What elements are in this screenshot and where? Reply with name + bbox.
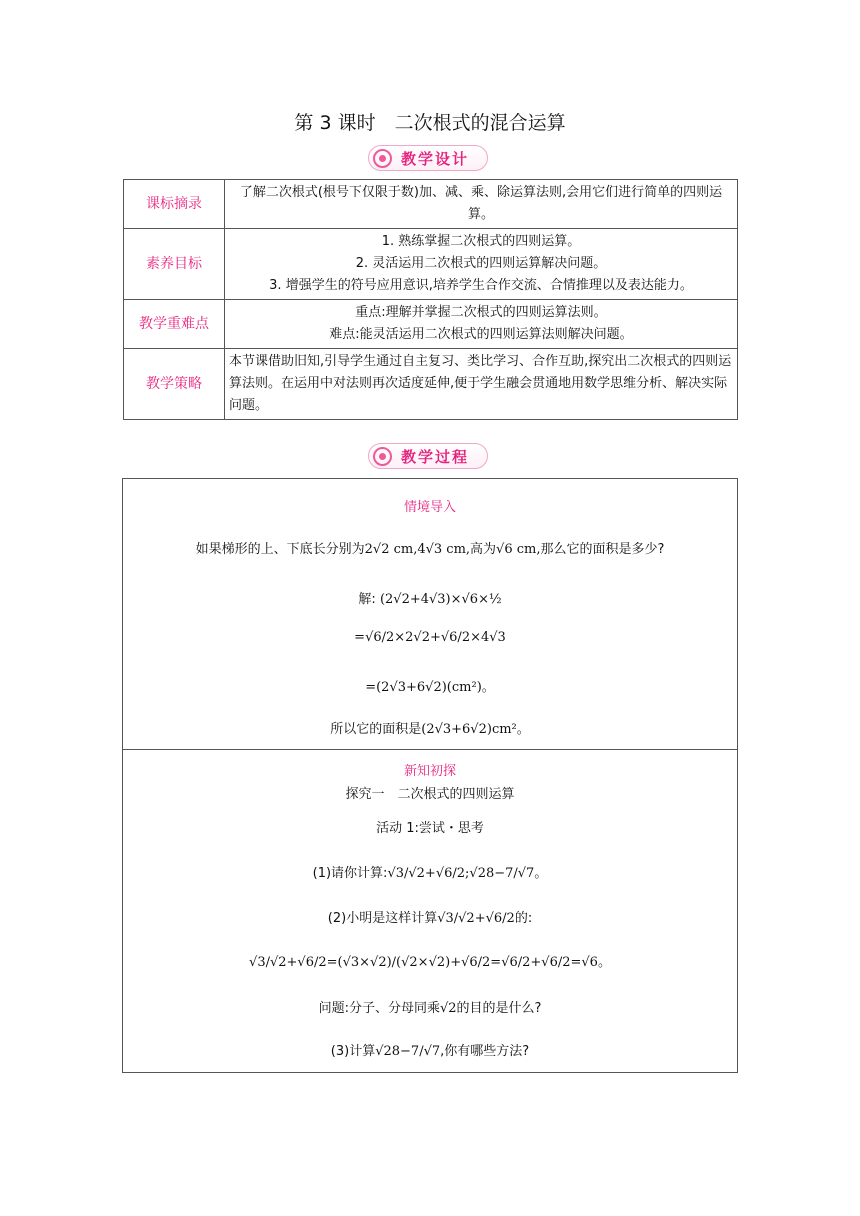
question-text: 的目的是什么? — [456, 1001, 542, 1016]
question-tail: ,你有哪些方法? — [440, 1044, 530, 1059]
row-label: 教学策略 — [124, 349, 225, 420]
question-math: √2 — [439, 1001, 457, 1016]
math-expression: √3/√2+√6/2;√28−7/√7。 — [387, 866, 548, 881]
solution-step-2: =√6/2×2√2+√6/2×4√3 — [354, 630, 506, 645]
question-2-work: √3/√2+√6/2=(√3×√2)/(√2×√2)+√6/2=√6/2+√6/2=√6。 — [249, 955, 611, 970]
row-content — [225, 229, 738, 300]
intro-conclusion — [0, 718, 860, 737]
solution-step-3: =(2√3+6√2)(cm²)。 — [365, 680, 495, 695]
question-math: 2√2 cm,4√3 cm,高为√6 cm, — [364, 542, 541, 557]
question-text: 如果梯形的上、下底长分别为 — [195, 542, 365, 557]
question-1 — [0, 862, 860, 881]
question-text: 问题:分子、分母同乘 — [318, 1001, 440, 1016]
table-row — [124, 229, 738, 300]
question-2 — [0, 907, 860, 926]
page-title: 第 3 课时 二次根式的混合运算 — [294, 112, 566, 134]
row-text: 重点:理解并掌握二次根式的四则运算法则。 — [355, 305, 607, 320]
solution-label: 解: — [358, 592, 376, 607]
row-text: 2. 灵活运用二次根式的四则运算解决问题。 — [355, 256, 607, 271]
math-expression: √28−7/√7 — [375, 1044, 441, 1059]
activity-title: 活动 1:尝试・思考 — [376, 821, 484, 836]
table-row — [124, 300, 738, 349]
question-label: (1)请你计算: — [312, 866, 388, 881]
question-text: 那么它的面积是多少? — [540, 542, 665, 557]
math-expression: (2√2+4√3)×√6×½ — [379, 592, 502, 607]
row-text: 了解二次根式(根号下仅限于数)加、减、乘、除运算法则,会用它们进行简单的四则运算。 — [239, 185, 723, 222]
teaching-process-badge — [368, 443, 488, 469]
row-content — [225, 349, 738, 420]
row-text: 难点:能灵活运用二次根式的四则运算法则解决问题。 — [329, 327, 633, 342]
table-row — [124, 349, 738, 420]
new-heading: 新知初探 — [403, 764, 456, 779]
question-label: (3)计算 — [330, 1044, 376, 1059]
teaching-design-badge — [368, 145, 488, 171]
question-purpose — [0, 997, 860, 1016]
row-label: 教学重难点 — [124, 300, 225, 349]
question-label: (2)小明是这样计算 — [327, 911, 438, 926]
badge-process-label: 教学过程 — [401, 448, 470, 466]
solution-step-1 — [0, 588, 860, 607]
question-3 — [0, 1040, 860, 1059]
question-tail: 的: — [514, 911, 533, 926]
conclusion-text: 所以它的面积是 — [330, 722, 422, 737]
row-content — [225, 300, 738, 349]
explore-title: 探究一 二次根式的四则运算 — [345, 787, 515, 802]
conclusion-math: (2√3+6√2)cm²。 — [421, 722, 530, 737]
teaching-design-table — [123, 179, 738, 420]
intro-question — [0, 538, 860, 557]
row-text: 3. 增强学生的符号应用意识,培养学生合作交流、合情推理以及表达能力。 — [269, 278, 693, 293]
math-expression: √3/√2+√6/2 — [437, 911, 515, 926]
intro-heading: 情境导入 — [403, 500, 456, 515]
intro-section — [122, 478, 738, 750]
row-text: 1. 熟练掌握二次根式的四则运算。 — [381, 234, 581, 249]
badge-logo-icon — [373, 447, 392, 466]
table-row — [124, 180, 738, 229]
badge-logo-icon — [373, 149, 392, 168]
row-content — [225, 180, 738, 229]
row-text: 本节课借助旧知,引导学生通过自主复习、类比学习、合作互助,探究出二次根式的四则运算法则。在运用中对法则再次适度延伸,便于学生融会贯通地用数学思维分析、解决实际问题。 — [229, 354, 732, 413]
row-label: 素养目标 — [124, 229, 225, 300]
badge-design-label: 教学设计 — [401, 150, 470, 168]
row-label: 课标摘录 — [124, 180, 225, 229]
